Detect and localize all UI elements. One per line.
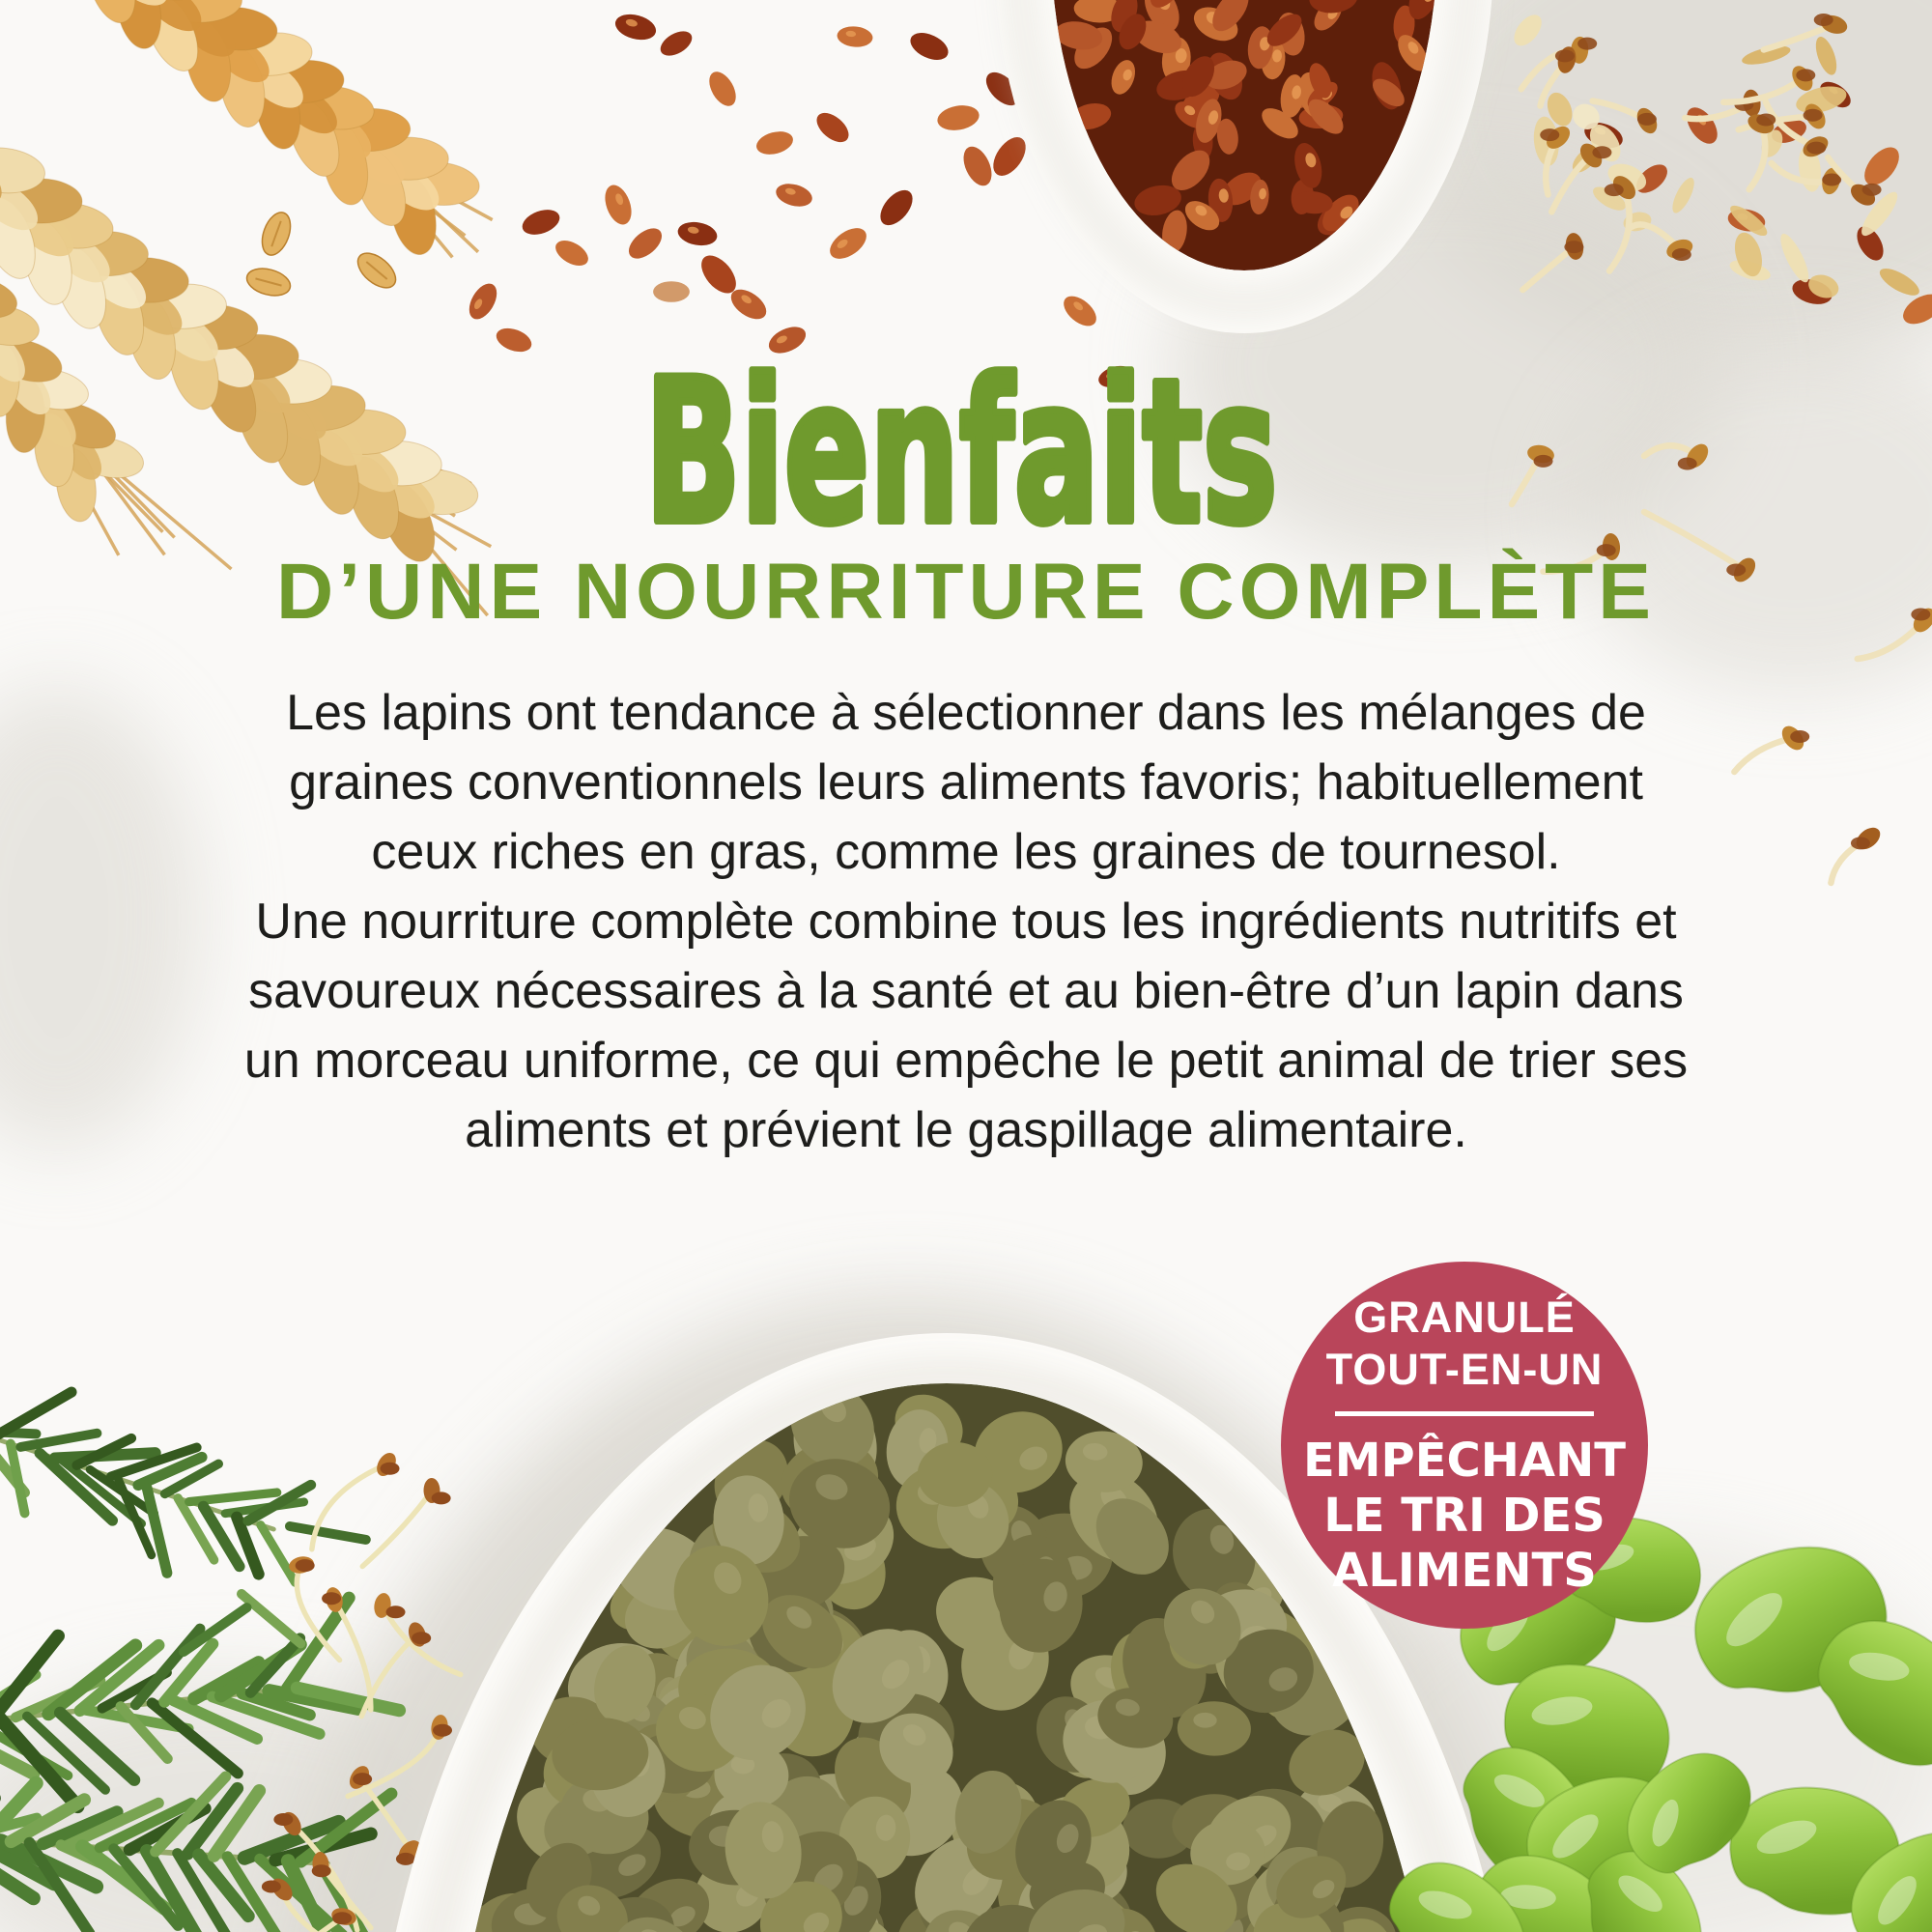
badge-line: TOUT-EN-UN [1325,1345,1604,1394]
page-title: Bienfaits [644,338,1278,568]
badge-top-text [1326,1292,1604,1396]
badge-line: EMPÊCHANT [1303,1434,1626,1488]
badge-line: LE TRI DES [1323,1489,1605,1543]
body-line: savoureux nécessaires à la santé et au bien-être d’un lapin dans [248,963,1684,1019]
body-line: aliments et prévient le gaspillage alimentaire. [465,1102,1467,1158]
title-svg [0,340,1932,572]
body-line: Une nourriture complète combine tous les ingrédients nutritifs et [255,894,1677,950]
body-line: graines conventionnels leurs aliments favoris; habituellement [289,754,1643,810]
body-line: un morceau uniforme, ce qui empêche le petit animal de trier ses [243,1033,1689,1089]
badge-bottom-text [1303,1434,1626,1599]
badge-line: GRANULÉ [1353,1293,1576,1342]
badge-divider [1335,1411,1594,1416]
paragraph-1 [58,678,1874,887]
page-subtitle: D’UNE NOURRITURE COMPLÈTE [276,548,1656,636]
paragraph-2 [58,887,1874,1165]
wheat-grains [243,209,402,300]
all-in-one-pellet-badge [1281,1262,1648,1629]
body-line: ceux riches en gras, comme les graines de tournesol. [371,824,1561,880]
badge-line: ALIMENTS [1332,1544,1597,1598]
body-line: Les lapins ont tendance à sélectionner dans les mélanges de [286,685,1646,741]
